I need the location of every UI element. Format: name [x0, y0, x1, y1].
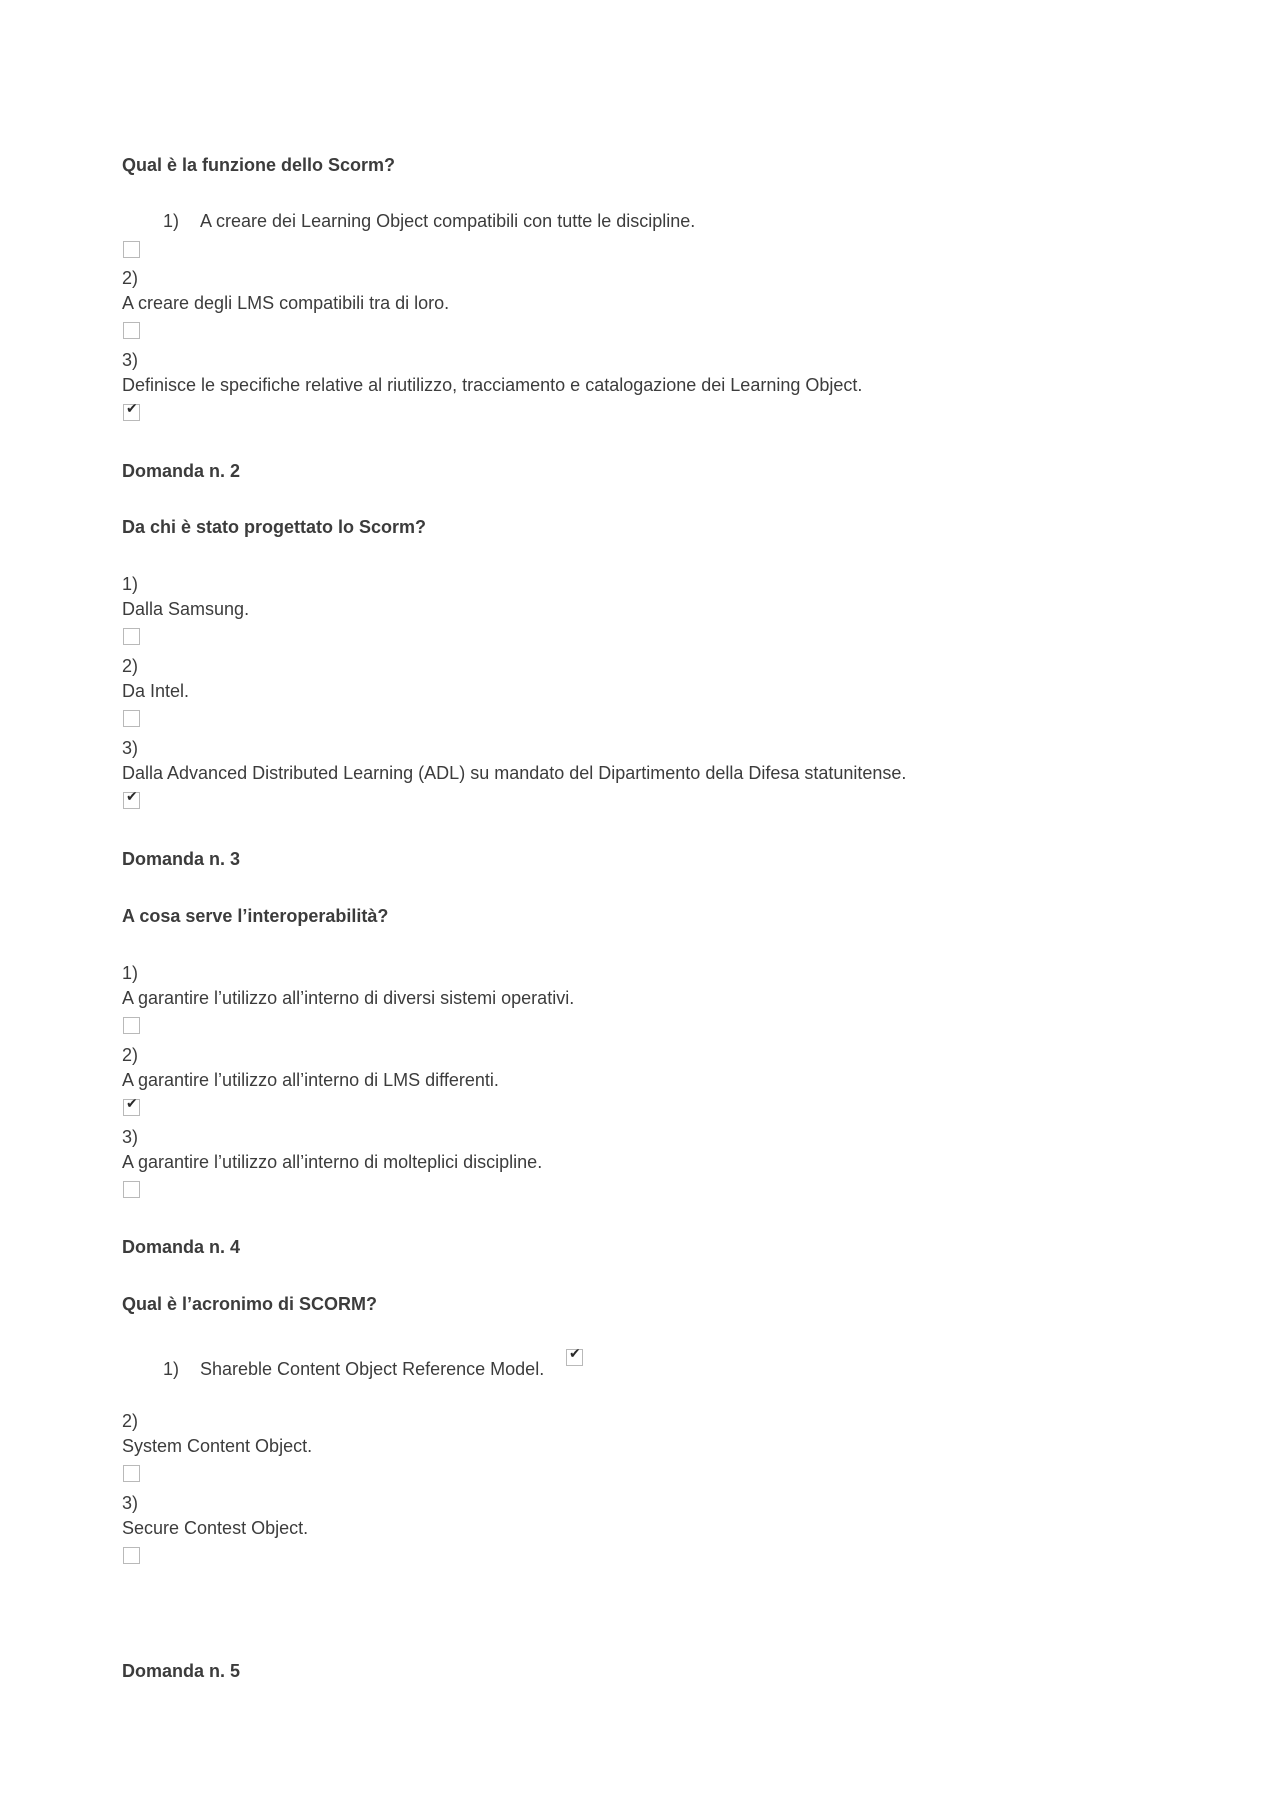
q3-option-2-text: A garantire l’utilizzo all’interno di LMS differenti. [122, 1070, 499, 1090]
q2-option-2-number: 2) [122, 656, 139, 676]
q3-option-3-number: 3) [122, 1127, 139, 1147]
q4-option-1-text: Shareble Content Object Reference Model. [200, 1359, 545, 1379]
question-2-heading: Domanda n. 2 [122, 461, 241, 481]
question-2-text: Da chi è stato progettato lo Scorm? [122, 517, 427, 537]
q2-option-2-checkbox[interactable] [123, 710, 140, 727]
q2-option-3-text: Dalla Advanced Distributed Learning (ADL) su mandato del Dipartimento della Difesa statunitense. [122, 763, 907, 783]
question-3-text: A cosa serve l’interoperabilità? [122, 906, 389, 926]
q1-option-2-text: A creare degli LMS compatibili tra di loro. [122, 293, 450, 313]
q1-option-3-number: 3) [122, 350, 139, 370]
q1-option-3-checkbox[interactable] [123, 404, 140, 421]
q4-option-2-number: 2) [122, 1411, 139, 1431]
q3-option-1-checkbox[interactable] [123, 1017, 140, 1034]
question-3-heading: Domanda n. 3 [122, 849, 241, 869]
q1-option-3-text: Definisce le specifiche relative al riutilizzo, tracciamento e catalogazione dei Learning Object. [122, 375, 863, 395]
question-4-heading: Domanda n. 4 [122, 1237, 241, 1257]
q2-option-1-text: Dalla Samsung. [122, 599, 250, 619]
q2-option-2-text: Da Intel. [122, 681, 190, 701]
q4-option-3-number: 3) [122, 1493, 139, 1513]
q2-option-3-checkbox[interactable] [123, 792, 140, 809]
q4-option-2-checkbox[interactable] [123, 1465, 140, 1482]
q3-option-2-number: 2) [122, 1045, 139, 1065]
q3-option-2-checkbox[interactable] [123, 1099, 140, 1116]
question-4-text: Qual è l’acronimo di SCORM? [122, 1294, 378, 1314]
q1-option-2-number: 2) [122, 268, 139, 288]
q4-option-1-checkbox[interactable] [566, 1349, 583, 1366]
q3-option-1-number: 1) [122, 963, 139, 983]
q2-option-3-number: 3) [122, 738, 139, 758]
q1-option-2-checkbox[interactable] [123, 322, 140, 339]
question-1-text: Qual è la funzione dello Scorm? [122, 155, 396, 175]
q3-option-1-text: A garantire l’utilizzo all’interno di diversi sistemi operativi. [122, 988, 575, 1008]
question-5-heading: Domanda n. 5 [122, 1661, 241, 1681]
q1-option-1-number: 1) [163, 211, 180, 231]
q1-option-1-checkbox[interactable] [123, 241, 140, 258]
q4-option-1-number: 1) [163, 1359, 180, 1379]
q2-option-1-checkbox[interactable] [123, 628, 140, 645]
q4-option-3-text: Secure Contest Object. [122, 1518, 309, 1538]
q2-option-1-number: 1) [122, 574, 139, 594]
q4-option-3-checkbox[interactable] [123, 1547, 140, 1564]
q1-option-1-text: A creare dei Learning Object compatibili con tutte le discipline. [200, 211, 696, 231]
q3-option-3-text: A garantire l’utilizzo all’interno di molteplici discipline. [122, 1152, 543, 1172]
q3-option-3-checkbox[interactable] [123, 1181, 140, 1198]
q4-option-2-text: System Content Object. [122, 1436, 313, 1456]
